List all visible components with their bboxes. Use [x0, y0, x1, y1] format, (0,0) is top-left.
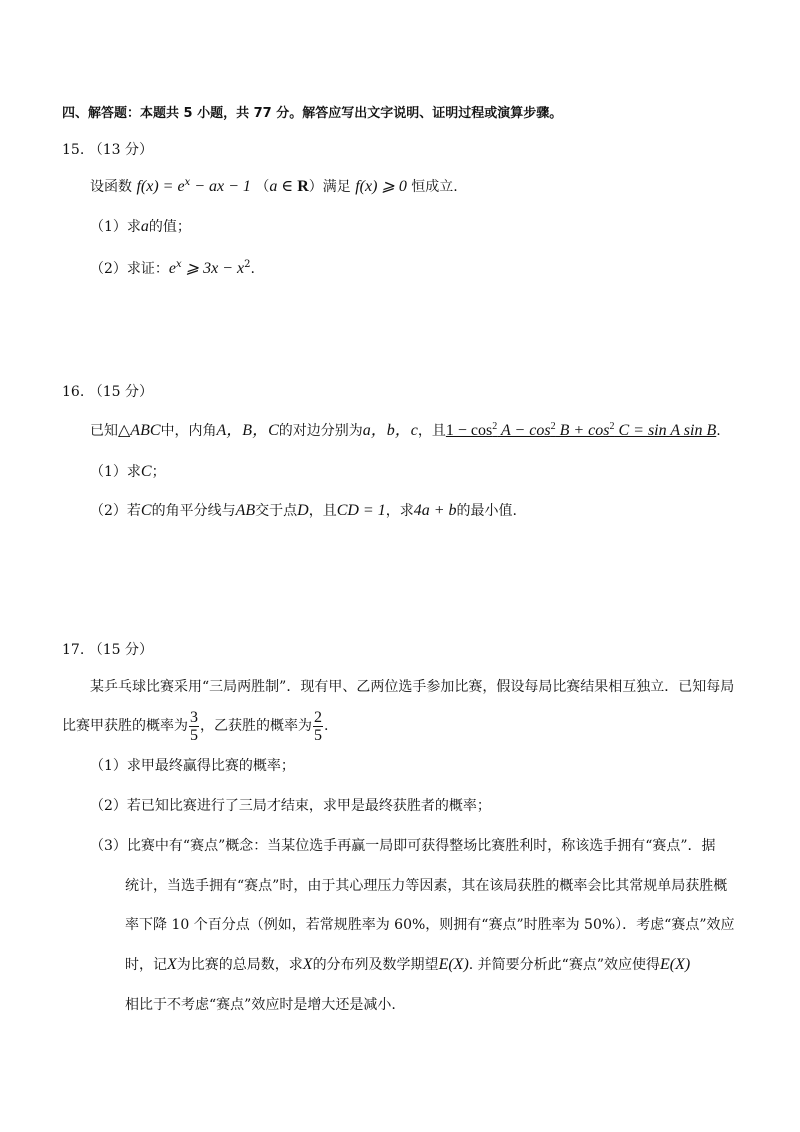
question-17-part-2: （2）若已知比赛进行了三局才结束，求甲是最终获胜者的概率；: [90, 798, 491, 814]
question-number: 16.: [62, 384, 85, 400]
question-16-header: [62, 382, 153, 402]
question-16-equation: $1 - \cos^2 A - \cos^2 B + \cos^2 C = \sin A$ sin B: [445, 421, 717, 439]
question-number: 15.: [62, 142, 85, 158]
question-15-header: [62, 140, 153, 160]
question-score: （15 分）: [88, 642, 153, 658]
question-16-part-2: （2）若C的角平分线与AB交于点D，且CD = 1，求4a + b的最小值.: [90, 502, 517, 519]
section-title: 四、解答题：本题共 5 小题，共 77 分。解答应写出文字说明、证明过程或演算步骤。: [62, 106, 563, 121]
question-number: 17.: [62, 642, 85, 658]
question-17-part-1: （1）求甲最终赢得比赛的概率；: [90, 758, 295, 774]
question-17-part-3-line-2: 统计，当选手拥有“赛点”时，由于其心理压力等因素，其在该局获胜的概率会比其常规单局获胜概: [125, 878, 728, 894]
question-17-part-3-line-3: 率下降 10 个百分点（例如，若常规胜率为 60%，则拥有“赛点”时胜率为 50%）．考虑“赛点”效应: [125, 917, 735, 933]
question-17-header: [62, 640, 153, 660]
question-15-part-2: （2）求证：$e^x$ ⩾ $3x - x^2$.: [90, 259, 255, 277]
question-16-part-1: （1）求C；: [90, 463, 166, 480]
question-17-stem-line-1: 某乒乓球比赛采用“三局两胜制”．现有甲、乙两位选手参加比赛，假设每局比赛结果相互独立．已知每局: [90, 679, 735, 695]
question-score: （15 分）: [88, 384, 153, 400]
question-17-part-3-line-4: 时，记X为比赛的总局数，求X的分布列及数学期望E(X). 并简要分析此“赛点”效应使得E(X): [125, 956, 691, 973]
fraction-three-fifths: $\frac{3}{5}$: [190, 708, 198, 744]
question-17-stem-line-2: 比赛甲获胜的概率为 $\frac{3}{5}$ ，乙获胜的概率为 $\frac{2}{5}$ .: [62, 708, 329, 744]
question-15-part-1: （1）求a的值；: [90, 218, 191, 235]
question-15-stem: 设函数 $f(x) = e^x$ − ax − 1 （a ∈ R）满足 f(x) ⩾ 0 恒成立.: [90, 177, 458, 195]
question-17-part-3-line-1: （3）比赛中有“赛点”概念：当某位选手再赢一局即可获得整场比赛胜利时，称该选手拥有“赛点”．据: [90, 838, 716, 854]
fraction-two-fifths: $\frac{2}{5}$: [314, 708, 322, 744]
question-score: （13 分）: [88, 142, 153, 158]
question-16-stem: 已知△ABC中，内角A，B，C的对边分别为a，b，c，且$1 - \cos^2 A - \cos^2 B + \cos^2 C = \sin A$ sin B.: [90, 421, 721, 439]
question-17-part-3-line-5: 相比于不考虑“赛点”效应时是增大还是减小.: [125, 997, 396, 1013]
